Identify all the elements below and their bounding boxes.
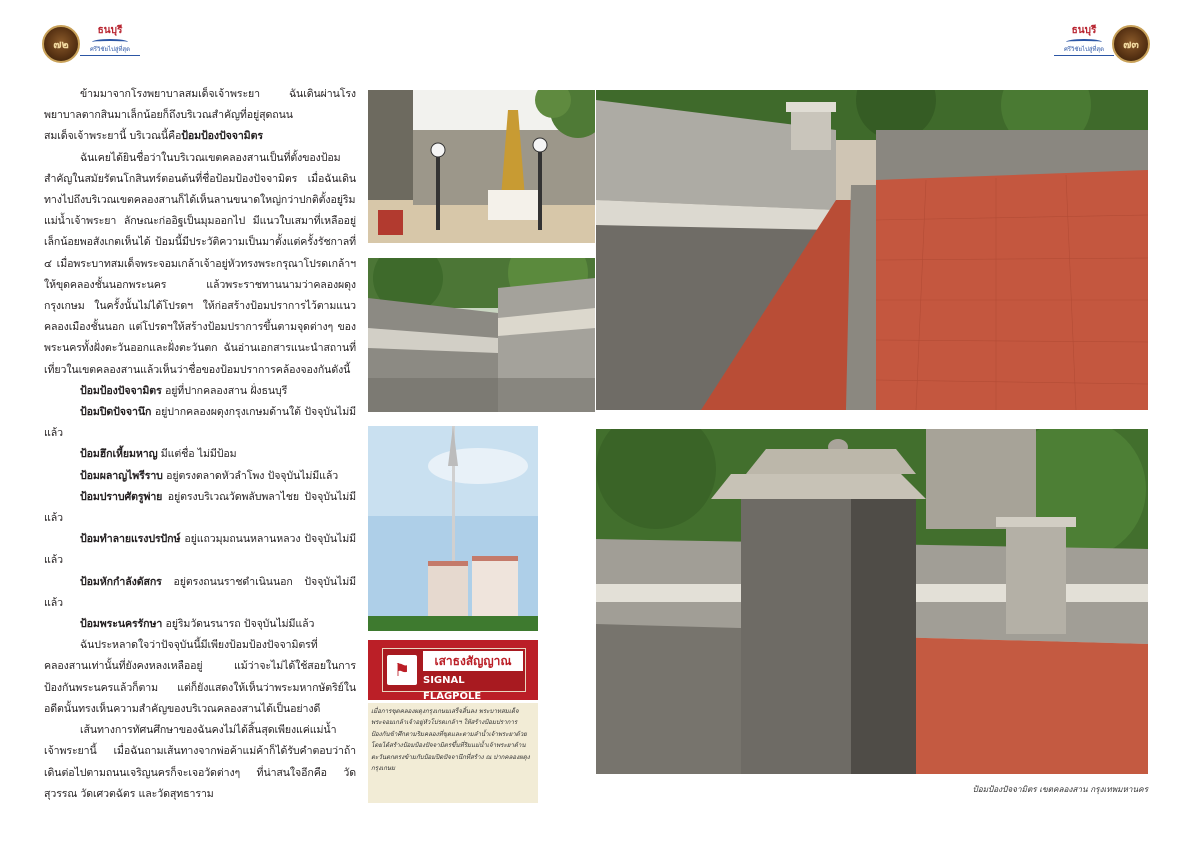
paragraph-text: อยู่ตรงถนนราชดำเนินนอก ปัจจุบันไม่มีแล้ว xyxy=(44,575,356,609)
page-seal-left xyxy=(42,25,80,63)
article-body xyxy=(44,84,356,805)
article-paragraph xyxy=(44,529,356,571)
wall-corner-photo xyxy=(368,258,595,412)
shrine-photo xyxy=(368,90,595,243)
paragraph-text: ข้ามมาจากโรงพยาบาลสมเด็จเจ้าพระยา ฉันเดินผ่านโรงพยาบาลตากสินมาเล็กน้อยก็ถึงบริเวณสำคัญที่อยู่สุดถนนสมเด็จเจ้าพระยานี้ บริเวณนี้คือ xyxy=(44,88,356,143)
sign-panel xyxy=(382,648,526,702)
article-paragraph xyxy=(44,381,356,402)
fort-name: ป้อมทำลายแรงปรปักษ์ xyxy=(80,533,181,546)
fort-name: ป้อมหักกำลังดัสกร xyxy=(80,575,162,588)
page-number-left: ๗๒ xyxy=(53,38,69,51)
brand-logo-left xyxy=(80,24,140,60)
fort-name: ป้อมฮึกเหี้ยมหาญ xyxy=(80,448,158,461)
article-paragraph xyxy=(44,720,356,805)
paragraph-text: อยู่ตรงบริเวณวัดพลับพลาไชย ปัจจุบันไม่มีแล้ว xyxy=(44,490,356,525)
paragraph-text: ฉันเคยได้ยินชื่อว่าในบริเวณเขตคลองสานเป็นที่ตั้งของป้อมสำคัญในสมัยรัตนโกสินทร์ตอนต้นที่ชื่อป้อมป้องปัจจามิตร เมื่อฉันเดินทางไปถึงบริเวณเขตคลองสานก็ได้เห็นลานขนาดใหญ่กว่าปกติตั้งอยู่ริมแม่น้ำเจ้าพระยา ลักษณะก่ออิฐเป็นมุมออกไป มีแนวใบเสมาที่เหลืออยู่เล็กน้อยพอสังเกตเห็นได้ ป้อมนี้มีประวัติความเป็นมาตั้งแต่ครั้งรัชกาลที่ ๔ เมื่อพระบาทสมเด็จพระจอมเกล้าเจ้าอยู่หัวทรงพระกรุณาโปรดเกล้าฯ ให้ขุดคลองชั้นนอกพระนคร แล้วพระราชทานนามว่าคลองผดุงกรุงเกษม ในครั้งนั้นไม่ได้โปรดฯ ให้ก่อสร้างป้อมปราการไว้ตามแนวคลองเมืองชั้นนอก แต่โปรดฯให้สร้างป้อมปราการขึ้นตามจุดต่างๆ ของพระนครทั้งฝั่งตะวันออกและฝั่งตะวันตก ฉันอ่านเอกสารแนะนำสถานที่เที่ยวในเขตคลองสานแล้วเห็นว่าชื่อของป้อมปราการคล้องจองกันดังนี้ xyxy=(44,151,356,376)
brand-name: ธนบุรี xyxy=(1071,25,1097,36)
paragraph-text: เส้นทางการทัศนศึกษาของฉันคงไม่ได้สิ้นสุดเพียงแค่แม่น้ำเจ้าพระยานี้ เมื่อฉันถามเส้นทางจากพ่อค้าแม่ค้าก็ได้รับคำตอบว่าถ้าเดินต่อไปตามถนนเจริญนครก็จะเจอวัดต่างๆ ที่น่าสนใจอีกคือ วัดสุวรรณ วัดเศวตฉัตร และวัดสุทธาราม xyxy=(44,724,356,800)
article-paragraph xyxy=(44,572,356,614)
article-paragraph xyxy=(44,148,356,381)
fort-wall-photo xyxy=(596,90,1148,410)
paragraph-text: ฉันประหลาดใจว่าปัจจุบันนี้มีเพียงป้อมป้องปัจจามิตรที่คลองสานเท่านั้นที่ยังคงหลงเหลืออยู่ แม้ว่าจะไม่ได้ใช้สอยในการป้องกันพระนครแล้วก็ตาม แต่ก็ยังแสดงให้เห็นว่าพระมหากษัตริย์ในอดีตนั้นทรงเห็นความสำคัญของบริเวณคลองสานได้เป็นอย่างดี xyxy=(44,639,356,715)
article-paragraph xyxy=(44,84,356,148)
paragraph-text: อยู่ที่ปากคลองสาน ฝั่งธนบุรี xyxy=(161,384,288,397)
paragraph-text: อยู่ปากคลองผดุงกรุงเกษมด้านใต้ ปัจจุบันไม่มีแล้ว xyxy=(44,406,356,440)
sign-english-text: SIGNAL FLAGPOLE xyxy=(423,675,482,702)
fort-name: ป้อมปิดปัจจานึก xyxy=(80,406,152,419)
article-paragraph xyxy=(44,402,356,444)
paragraph-text: อยู่ตรงตลาดหัวลำโพง ปัจจุบันไม่มีแล้ว xyxy=(162,469,339,482)
signal-flagpole-sign xyxy=(368,640,538,700)
flag-icon: ⚑ xyxy=(387,655,417,685)
brand-logo-right xyxy=(1054,24,1114,60)
paragraph-text: อยู่ริมวัดนรนารถ ปัจจุบันไม่มีแล้ว xyxy=(162,618,315,631)
fort-name: ป้อมป้องปัจจามิตร xyxy=(80,384,162,397)
flagpole-caption: เมื่อการขุดคลองผดุงกรุงเกษมเสร็จสิ้นลง พระบาทสมเด็จพระจอมเกล้าเจ้าอยู่หัวโปรดเกล้าฯ ให้สร้างป้อมปราการป้องกันข้าศึกตามริมคลองที่ขุดและตามลำน้ำเจ้าพระยาด้วย โดยได้สร้างป้อมป้องปัจจามิตรขึ้นที่ริมแม่น้ำเจ้าพระยาด้านตะวันตกตรงข้ามกับป้อมปิดปัจจานึกที่สร้าง ณ ปากคลองผดุงกรุงเกษม xyxy=(368,703,538,803)
article-paragraph xyxy=(44,444,356,465)
paragraph-text: อยู่แถวมุมถนนหลานหลวง ปัจจุบันไม่มีแล้ว xyxy=(44,533,356,567)
highlight-text: ป้อมป้องปัจจามิตร xyxy=(181,130,263,143)
fort-name: ป้อมพระนครรักษา xyxy=(80,618,163,631)
article-paragraph xyxy=(44,614,356,635)
article-paragraph xyxy=(44,635,356,720)
brand-tagline: ศรีวิชัยไปสู่ที่สุด xyxy=(80,45,140,56)
brand-name: ธนบุรี xyxy=(97,25,123,36)
paragraph-text: มีแต่ชื่อ ไม่มีป้อม xyxy=(157,448,237,461)
flagpole-photo xyxy=(368,426,538,631)
fort-caption: ป้อมป้องปัจจามิตร เขตคลองสาน กรุงเทพมหานคร xyxy=(972,784,1148,794)
brand-tagline: ศรีวิชัยไปสู่ที่สุด xyxy=(1054,45,1114,56)
page-seal-right xyxy=(1112,25,1150,63)
fort-name: ป้อมปราบศัตรูพ่าย xyxy=(80,490,163,503)
article-paragraph xyxy=(44,466,356,487)
fort-name: ป้อมผลาญไพรีราบ xyxy=(80,469,163,482)
fort-pillar-photo xyxy=(596,429,1148,774)
sign-thai-text: เสาธงสัญญาณ xyxy=(423,651,523,671)
page-number-right: ๗๓ xyxy=(1123,38,1139,51)
article-paragraph xyxy=(44,487,356,529)
